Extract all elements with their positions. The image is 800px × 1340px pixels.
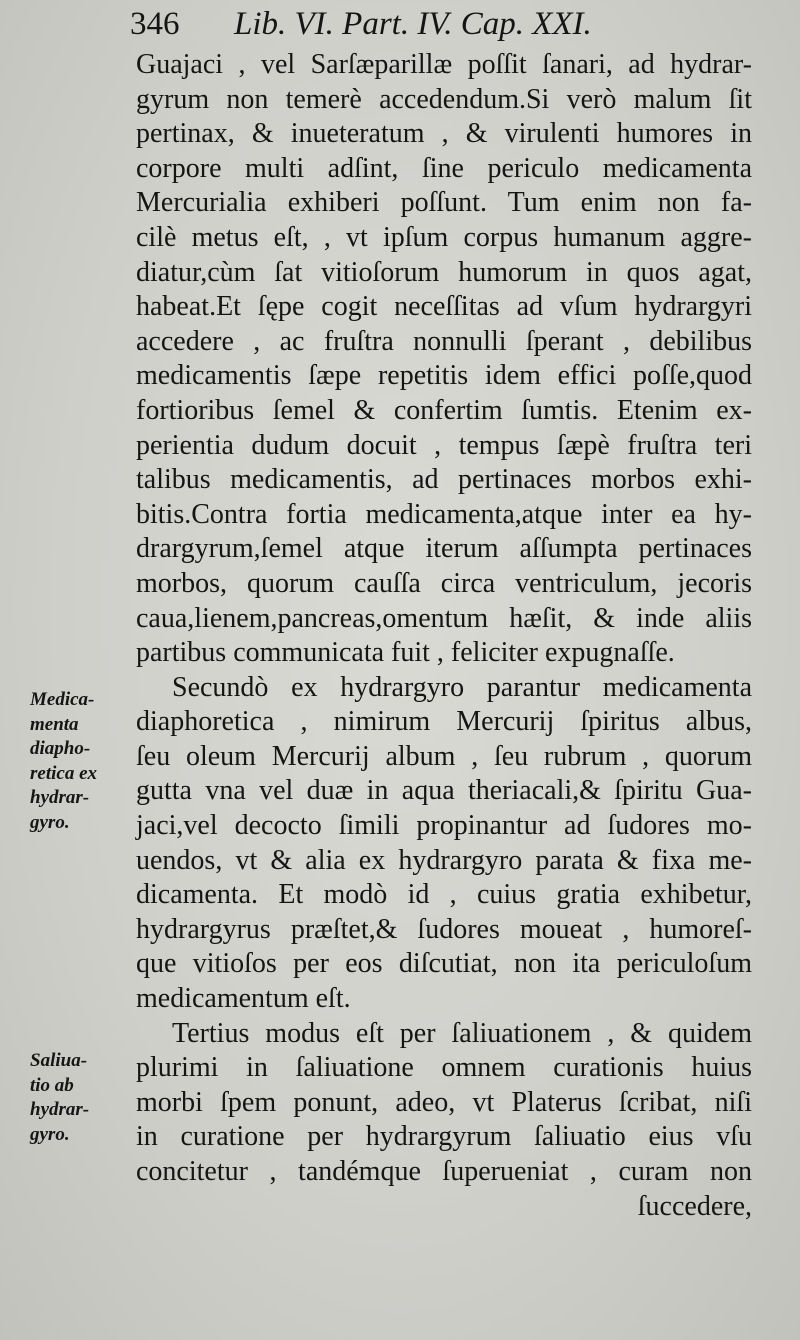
text-line: Mercurialia exhiberi poſſunt. Tum enim non fa- [136, 187, 752, 219]
margin-note-line: diapho- [30, 738, 91, 759]
text-line: Guajaci , vel Sarſæparillæ poſſit ſanari, ad hydrar- [136, 49, 752, 80]
margin-note-line: hydrar- [30, 1099, 90, 1120]
text-line: morbos, quorum cauſſa circa ventriculum, jecoris [136, 567, 752, 599]
margin-note-line: Saliua- [30, 1050, 88, 1071]
text-line: jaci,vel decocto ſimili propinantur ad ſudores mo- [136, 810, 752, 842]
text-line: morbi ſpem ponunt, adeo, vt Platerus ſcribat, niſi [136, 1086, 752, 1118]
text-line: in curatione per hydrargyrum ſaliuatio eius vſu [136, 1121, 752, 1153]
text-line: partibus communicata fuit , feliciter expugnaſſe. [136, 637, 675, 669]
body-text [136, 48, 752, 1224]
page-number: 346 [130, 6, 180, 42]
text-line: fortioribus ſemel & confertim ſumtis. Etenim ex- [136, 394, 752, 426]
text-line: plurimi in ſaliuatione omnem curationis huius [136, 1052, 752, 1084]
text-line: pertinax, & inueteratum , & virulenti humores in [136, 118, 752, 150]
text-line: dicamenta. Et modò id , cuius gratia exhibetur, [136, 879, 752, 911]
text-line: accedere , ac fruſtra nonnulli ſperant , debilibus [136, 325, 752, 357]
text-line: ſeu oleum Mercurij album , ſeu rubrum , quorum [136, 740, 752, 772]
margin-note-line: menta [30, 713, 79, 735]
running-title: Lib. VI. Part. IV. Cap. XXI. [234, 6, 592, 42]
text-line: gyrum non temerè accedendum.Si verò malum ſit [136, 83, 752, 115]
text-line: habeat.Et ſępe cogit neceſſitas ad vſum hydrargyri [136, 291, 752, 323]
margin-note-line: gyro. [30, 811, 70, 833]
text-line: caua,lienem,pancreas,omentum hæſit, & inde aliis [136, 602, 752, 634]
margin-note-line: Medica- [30, 689, 95, 710]
text-line: medicamentis ſæpe repetitis idem effici poſſe,quod [136, 360, 752, 392]
margin-note-line: tio ab [30, 1074, 74, 1096]
text-line: drargyrum,ſemel atque iterum aſſumpta pertinaces [136, 533, 752, 565]
text-line: medicamentum eſt. [136, 983, 351, 1015]
text-line: corpore multi adſint, ſine periculo medicamenta [136, 152, 752, 184]
text-line: diaphoretica , nimirum Mercurij ſpiritus albus, [136, 706, 752, 738]
text-line: concitetur , tandémque ſuperueniat , curam non [136, 1156, 752, 1187]
text-line: hydrargyrus præſtet,& ſudores moueat , humoreſ- [136, 913, 752, 945]
text-line: que vitioſos per eos diſcutiat, non ita periculoſum [136, 948, 752, 980]
catchword: ſuccedere, [637, 1190, 752, 1222]
text-line: cilè metus eſt, , vt ipſum corpus humanum aggre- [136, 221, 752, 253]
text-line: bitis.Contra fortia medicamenta,atque inter ea hy- [136, 498, 752, 530]
text-line: talibus medicamentis, ad pertinaces morbos exhi- [136, 464, 752, 496]
text-line: Tertius modus eſt per ſaliuationem , & quidem [172, 1017, 752, 1049]
margin-note-diaphoretica [30, 688, 134, 835]
margin-note-line: retica ex [30, 762, 98, 784]
text-line: gutta vna vel duæ in aqua theriacali,& ſpiritu Gua- [136, 775, 752, 807]
text-line: uendos, vt & alia ex hydrargyro parata & fixa me- [136, 844, 752, 876]
margin-note-saliuatio [30, 1049, 134, 1147]
margin-note-line: gyro. [30, 1123, 70, 1145]
text-line: Secundò ex hydrargyro parantur medicamenta [172, 671, 752, 703]
text-line: perientia dudum docuit , tempus ſæpè fruſtra teri [136, 429, 752, 461]
margin-note-line: hydrar- [30, 787, 90, 808]
text-line: diatur,cùm ſat vitioſorum humorum in quos agat, [136, 256, 752, 288]
page-header [130, 6, 770, 48]
